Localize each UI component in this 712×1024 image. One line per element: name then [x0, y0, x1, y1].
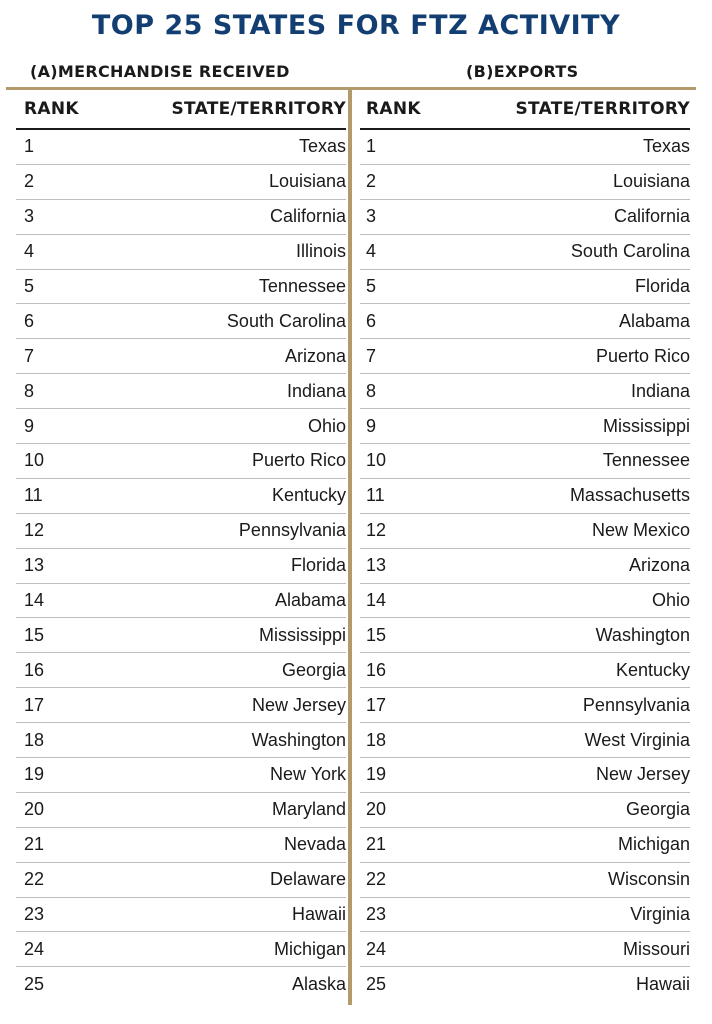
table-row: [16, 584, 346, 619]
state-header: STATE/TERRITORY: [171, 99, 346, 119]
state-cell: Puerto Rico: [251, 450, 346, 471]
rank-cell: 23: [24, 904, 45, 925]
table-row: [16, 165, 346, 200]
table-row: [360, 549, 690, 584]
state-cell: New Jersey: [251, 694, 346, 715]
rank-cell: 15: [366, 624, 387, 645]
rank-cell: 6: [24, 310, 35, 331]
table-row: [360, 863, 690, 898]
state-cell: Puerto Rico: [595, 345, 690, 366]
rank-cell: 23: [366, 904, 387, 925]
rank-cell: 17: [24, 694, 45, 715]
state-cell: South Carolina: [226, 310, 346, 331]
state-cell: Georgia: [625, 799, 690, 820]
state-cell: Nevada: [283, 834, 346, 855]
table-header: [360, 90, 690, 130]
rank-cell: 13: [24, 555, 45, 576]
state-cell: Mississippi: [602, 415, 690, 436]
state-cell: Washington: [595, 624, 690, 645]
state-cell: Virginia: [630, 904, 690, 925]
rank-cell: 15: [24, 624, 45, 645]
section-b-heading: (B)EXPORTS: [466, 62, 579, 81]
page-title: TOP 25 STATES FOR FTZ ACTIVITY: [91, 10, 621, 41]
rank-cell: 10: [366, 450, 387, 471]
table-row: [360, 200, 690, 235]
rank-cell: 4: [366, 241, 377, 262]
table-row: [16, 514, 346, 549]
table-row: [360, 723, 690, 758]
state-cell: Michigan: [273, 938, 346, 959]
rank-cell: 14: [24, 590, 45, 611]
state-cell: Delaware: [269, 869, 346, 890]
table-row: [360, 828, 690, 863]
state-cell: West Virginia: [584, 729, 690, 750]
table-row: [360, 270, 690, 305]
rank-cell: 10: [24, 450, 45, 471]
table-row: [360, 932, 690, 967]
table-row: [360, 444, 690, 479]
state-cell: Mississippi: [258, 624, 346, 645]
state-cell: Massachusetts: [569, 485, 690, 506]
state-cell: Texas: [642, 136, 690, 157]
rank-cell: 24: [366, 938, 387, 959]
state-cell: Wisconsin: [607, 869, 690, 890]
state-cell: Tennessee: [602, 450, 690, 471]
state-cell: Kentucky: [271, 485, 346, 506]
table-row: [16, 898, 346, 933]
table-row: [16, 793, 346, 828]
state-cell: Ohio: [651, 590, 690, 611]
table-row: [16, 828, 346, 863]
state-cell: Michigan: [617, 834, 690, 855]
table-row: [16, 758, 346, 793]
merchandise-received-table: [16, 90, 346, 1002]
rank-cell: 14: [366, 590, 387, 611]
table-row: [16, 374, 346, 409]
state-cell: Pennsylvania: [238, 520, 346, 541]
table-row: [16, 932, 346, 967]
state-cell: California: [269, 206, 346, 227]
table-row: [360, 514, 690, 549]
table-row: [16, 618, 346, 653]
table-row: [360, 584, 690, 619]
table-row: [360, 688, 690, 723]
state-cell: Pennsylvania: [582, 694, 690, 715]
rank-cell: 3: [24, 206, 35, 227]
table-row: [16, 863, 346, 898]
rank-cell: 11: [24, 485, 43, 506]
table-row: [16, 200, 346, 235]
rank-cell: 6: [366, 310, 377, 331]
state-cell: Hawaii: [291, 904, 346, 925]
table-row: [16, 130, 346, 165]
rank-cell: 25: [366, 974, 387, 995]
state-cell: Texas: [298, 136, 346, 157]
state-cell: New Mexico: [591, 520, 690, 541]
table-row: [360, 165, 690, 200]
rank-cell: 4: [24, 241, 35, 262]
rank-cell: 21: [24, 834, 45, 855]
table-row: [16, 549, 346, 584]
state-cell: Florida: [290, 555, 346, 576]
rank-header: RANK: [24, 99, 79, 119]
table-row: [16, 444, 346, 479]
table-row: [360, 653, 690, 688]
rank-cell: 12: [24, 520, 45, 541]
table-header: [16, 90, 346, 130]
table-row: [16, 339, 346, 374]
rank-cell: 22: [366, 869, 387, 890]
state-cell: Maryland: [271, 799, 346, 820]
table-row: [16, 270, 346, 305]
rank-cell: 19: [366, 764, 387, 785]
state-cell: Tennessee: [258, 276, 346, 296]
table-row: [360, 618, 690, 653]
table-row: [16, 967, 346, 1002]
rank-cell: 24: [24, 938, 45, 959]
state-cell: California: [613, 206, 690, 227]
state-cell: Kentucky: [615, 659, 690, 680]
exports-table: [360, 90, 690, 1002]
table-row: [16, 479, 346, 514]
rank-cell: 5: [24, 276, 35, 296]
state-cell: Washington: [251, 729, 346, 750]
state-cell: New Jersey: [595, 764, 690, 785]
rank-cell: 9: [24, 415, 35, 436]
rank-cell: 2: [366, 171, 377, 192]
state-cell: Illinois: [295, 241, 346, 262]
state-cell: Arizona: [284, 345, 346, 366]
table-row: [16, 304, 346, 339]
rank-cell: 3: [366, 206, 377, 227]
rank-cell: 18: [24, 729, 45, 750]
state-cell: Alabama: [618, 310, 690, 331]
rank-header: RANK: [366, 99, 421, 119]
rank-cell: 16: [24, 659, 45, 680]
rank-cell: 8: [24, 380, 35, 401]
table-row: [360, 130, 690, 165]
rank-cell: 7: [366, 345, 377, 366]
table-row: [360, 374, 690, 409]
rank-cell: 5: [366, 276, 377, 296]
state-cell: Missouri: [622, 938, 690, 959]
table-row: [16, 653, 346, 688]
table-row: [16, 723, 346, 758]
rank-cell: 2: [24, 171, 35, 192]
rank-cell: 22: [24, 869, 45, 890]
rank-cell: 18: [366, 729, 387, 750]
table-row: [16, 409, 346, 444]
rank-cell: 20: [24, 799, 45, 820]
table-row: [16, 688, 346, 723]
state-header: STATE/TERRITORY: [515, 99, 690, 119]
state-cell: Alaska: [291, 974, 346, 995]
state-cell: Georgia: [281, 659, 346, 680]
rank-cell: 12: [366, 520, 387, 541]
state-cell: Alabama: [274, 590, 346, 611]
table-row: [360, 758, 690, 793]
table-row: [360, 304, 690, 339]
state-cell: Florida: [634, 276, 690, 296]
section-a-heading: (A)MERCHANDISE RECEIVED: [30, 62, 290, 81]
state-cell: Indiana: [630, 380, 690, 401]
table-row: [360, 409, 690, 444]
table-row: [360, 898, 690, 933]
rank-cell: 7: [24, 345, 35, 366]
table-row: [16, 235, 346, 270]
state-cell: Arizona: [628, 555, 690, 576]
table-row: [360, 967, 690, 1002]
state-cell: Hawaii: [635, 974, 690, 995]
state-cell: Ohio: [307, 415, 346, 436]
rank-cell: 13: [366, 555, 387, 576]
rank-cell: 21: [366, 834, 387, 855]
rank-cell: 8: [366, 380, 377, 401]
rank-cell: 16: [366, 659, 387, 680]
rank-cell: 19: [24, 764, 45, 785]
state-cell: Indiana: [286, 380, 346, 401]
state-cell: New York: [269, 764, 346, 785]
rank-cell: 25: [24, 974, 45, 995]
state-cell: South Carolina: [570, 241, 690, 262]
state-cell: Louisiana: [268, 171, 346, 192]
rank-cell: 11: [366, 485, 385, 506]
rank-cell: 9: [366, 415, 377, 436]
center-divider: [348, 88, 352, 1005]
table-row: [360, 793, 690, 828]
table-row: [360, 235, 690, 270]
table-row: [360, 339, 690, 374]
rank-cell: 17: [366, 694, 387, 715]
state-cell: Louisiana: [612, 171, 690, 192]
rank-cell: 1: [24, 136, 35, 157]
rank-cell: 1: [366, 136, 377, 157]
table-row: [360, 479, 690, 514]
rank-cell: 20: [366, 799, 387, 820]
